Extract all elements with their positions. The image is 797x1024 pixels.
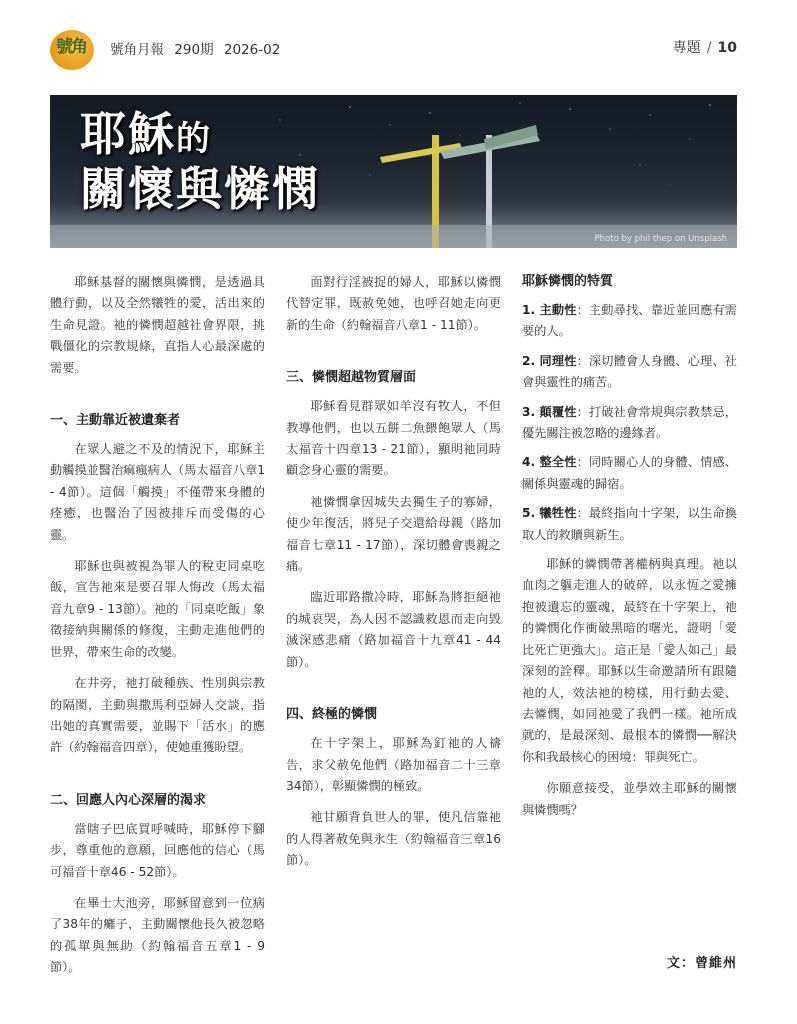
author-byline: 文：曾維州 <box>666 956 737 971</box>
paragraph: 在井旁，祂打破種族、性別與宗教的隔閡，主動與撒馬利亞婦人交談，指出她的真實需要，並賜下「活水」的應許（約翰福音四章），使她重獲盼望。 <box>50 676 265 755</box>
section-heading-2: 二、回應人內心深層的渴求 <box>50 792 207 808</box>
trait-item <box>522 300 737 343</box>
trait-name: 5. 犧牲性 <box>522 506 577 521</box>
trait-desc: ：最終指向十字架，以生命換取人的救贖與新生。 <box>522 506 737 542</box>
hero-banner <box>50 95 737 248</box>
photo-credit: Photo by phil thep on Unsplash <box>594 234 727 244</box>
trait-item <box>522 351 737 394</box>
issue-date: 2026-02 <box>223 42 281 58</box>
paragraph: 臨近耶路撒冷時，耶穌為將拒絕祂的城哀哭，為人因不認識救恩而走向毀滅深感悲痛（路加福音十九章41 - 44節）。 <box>286 590 501 669</box>
section-page-tag <box>673 37 737 57</box>
trait-desc: ：深切體會人身體、心理、社會與靈性的痛苦。 <box>522 353 737 390</box>
trait-name: 3. 顛覆性 <box>522 404 577 419</box>
section-name: 專題 <box>672 40 701 56</box>
section-heading-4: 四、終極的憐憫 <box>286 707 378 723</box>
trait-item <box>522 452 737 495</box>
trait-name: 2. 同理性 <box>522 353 577 368</box>
publication-name: 號角月報 <box>110 42 164 58</box>
title-line1: 耶穌 <box>80 107 176 161</box>
trait-desc: ：同時關心人的身體、情感、關係與靈魂的歸宿。 <box>522 455 737 491</box>
trait-name: 4. 整全性 <box>522 455 577 470</box>
issue-info <box>110 38 286 58</box>
intro-paragraph: 耶穌基督的關懷與憐憫，是透過具體行動，以及全然犧牲的愛，活出來的生命見證。祂的憐憫超越社會界限，挑戰僵化的宗教規條，直指人心最深處的需要。 <box>50 275 265 375</box>
separator: / <box>706 40 712 56</box>
paragraph: 祂甘願背負世人的罪，使凡信靠祂的人得著赦免與永生（約翰福音三章16節）。 <box>286 810 501 868</box>
logo-text: 號角 <box>56 37 86 57</box>
paragraph: 祂憐憫拿因城失去獨生子的寡婦，使少年復活，將兒子交還給母親（路加福音七章11 - 17節），深切體會喪親之痛。 <box>286 494 501 574</box>
page-number: 10 <box>717 40 737 56</box>
traits-heading: 耶穌憐憫的特質 <box>522 274 614 289</box>
article-column-3 <box>522 272 737 831</box>
conclusion-paragraph: 耶穌的憐憫帶著權柄與真理。祂以血肉之軀走進人的破碎，以永恆之愛擁抱被遺忘的靈魂，最終在十字架上，祂的憐憫化作衝破黑暗的曙光，證明「愛比死亡更強大」。這正是「愛人如己」最深刻的詮釋。耶穌以生命邀請所有跟隨祂的人，效法祂的榜樣，用行動去愛、去憐憫，如同祂愛了我們一樣。祂所成就的，是最深刻、最根本的憐憫──解決你和我最核心的困境：罪與死亡。 <box>522 557 737 764</box>
paragraph: 在畢士大池旁，耶穌留意到一位病了38年的癱子，主動關懷他長久被忽略的孤單與無助（約翰福音五章1 - 9節）。 <box>50 895 265 975</box>
paragraph: 在眾人避之不及的情況下，耶穌主動觸摸並醫治痲瘋病人（馬太福音八章1 - 4節）。這個「觸摸」不僅帶來身體的痊癒，也醫治了因被排斥而受傷的心靈。 <box>50 442 265 542</box>
paragraph: 面對行淫被捉的婦人，耶穌以憐憫代替定罪，既赦免她，也呼召她走向更新的生命（約翰福音八章1 - 11節）。 <box>286 275 501 332</box>
paragraph: 耶穌看見群眾如羊沒有牧人，不但教導他們，也以五餅二魚餵飽眾人（馬太福音十四章13 - 21節），顯明祂同時顧念身心靈的需要。 <box>286 399 501 478</box>
section-heading-1: 一、主動靠近被遺棄者 <box>50 413 181 429</box>
paragraph: 當瞎子巴底買呼喊時，耶穌停下腳步，尊重他的意願，回應他的信心（馬可福音十章46 - 52節）。 <box>50 821 265 879</box>
section-heading-3: 三、憐憫超越物質層面 <box>286 370 417 386</box>
closing-question: 你願意接受，並學效主耶穌的關懷與憐憫嗎？ <box>522 781 737 817</box>
trait-desc: ：主動尋找、靠近並回應有需要的人。 <box>522 303 737 339</box>
title-line2: 關懷與憐憫 <box>80 162 320 216</box>
publication-logo <box>48 26 98 72</box>
issue-number: 290期 <box>174 42 214 58</box>
trait-item <box>522 503 737 546</box>
trait-desc: ：打破社會常規與宗教禁忌，優先關注被忽略的邊緣者。 <box>522 404 737 441</box>
trait-item <box>522 402 737 445</box>
paragraph: 耶穌也與被視為罪人的稅吏同桌吃飯，宣告祂來是要召罪人悔改（馬太福音九章9 - 13節）。祂的「同桌吃飯」象徵接納與關係的修復，主動走進他們的世界，帶來生命的改變。 <box>50 559 265 659</box>
trait-name: 1. 主動性 <box>522 303 577 317</box>
article-column-1 <box>50 272 265 989</box>
title-line1-particle: 的 <box>176 119 212 159</box>
article-title <box>80 109 320 214</box>
paragraph: 在十字架上，耶穌為釘祂的人禱告，求父赦免他們（路加福音二十三章34節），彰顯憐憫的極致。 <box>286 736 501 793</box>
page-header <box>0 0 797 80</box>
article-column-2 <box>286 272 501 882</box>
